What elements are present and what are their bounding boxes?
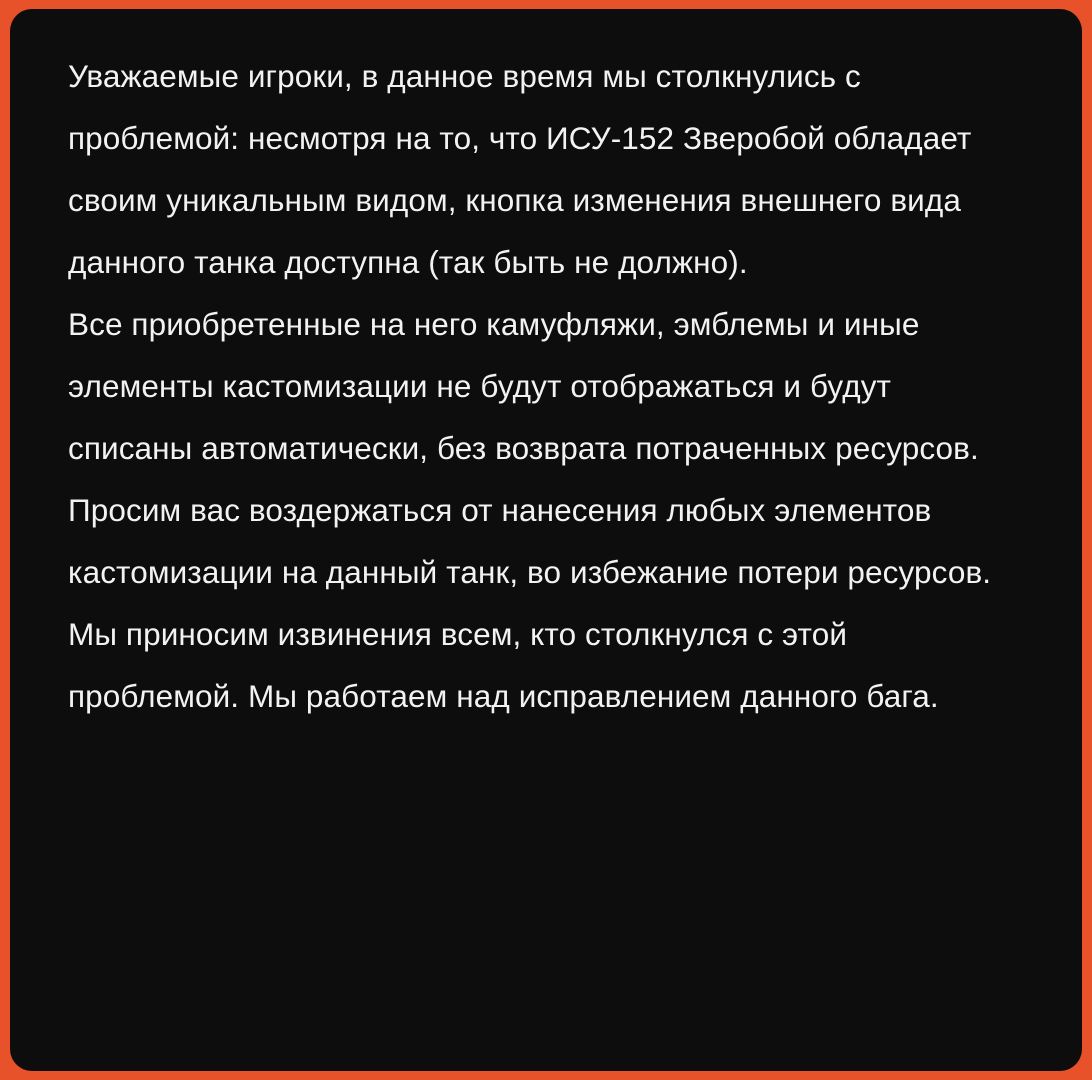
announcement-paragraph: Мы приносим извинения всем, кто столкнулся с этой проблемой. Мы работаем над исправлением данного бага. xyxy=(68,616,939,714)
announcement-card xyxy=(10,9,1082,1071)
announcement-paragraph: Все приобретенные на него камуфляжи, эмблемы и иные элементы кастомизации не будут отображаться и будут списаны автоматически, без возврата потраченных ресурсов. xyxy=(68,306,979,466)
announcement-paragraph: Уважаемые игроки, в данное время мы столкнулись с проблемой: несмотря на то, что ИСУ-152 Зверобой обладает своим уникальным видом, кнопка изменения внешнего вида данного танка доступна (так быть не должно). xyxy=(68,58,972,280)
announcement-paragraph: Просим вас воздержаться от нанесения любых элементов кастомизации на данный танк, во избежание потери ресурсов. xyxy=(68,492,992,590)
announcement-text xyxy=(68,45,1024,727)
